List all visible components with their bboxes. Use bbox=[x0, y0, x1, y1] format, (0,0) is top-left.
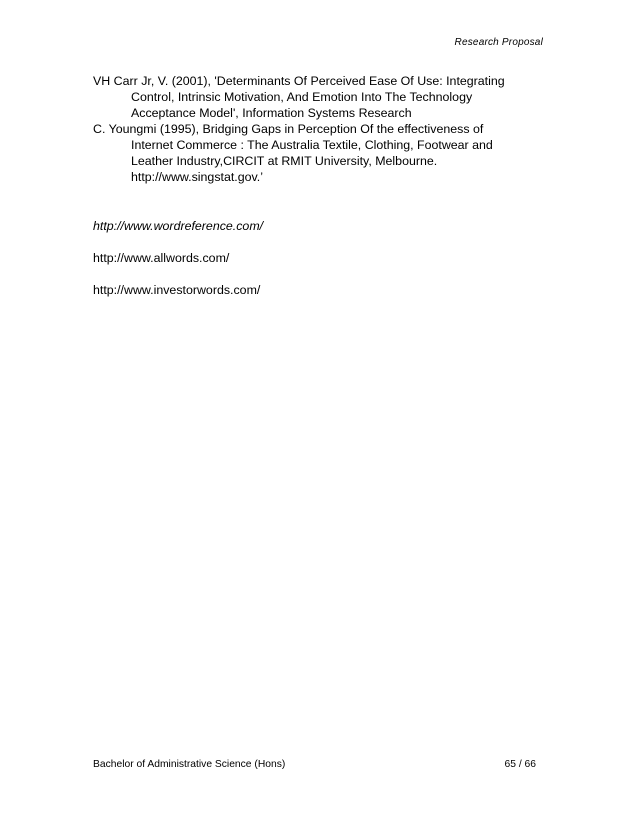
reference-line: C. Youngmi (1995), Bridging Gaps in Perception Of the effectiveness of bbox=[93, 122, 484, 136]
url-wordreference: http://www.wordreference.com/ bbox=[93, 219, 264, 233]
references-section bbox=[93, 73, 553, 298]
reference-line: Leather Industry,CIRCIT at RMIT University, Melbourne. bbox=[131, 154, 438, 168]
url-allwords: http://www.allwords.com/ bbox=[93, 251, 230, 265]
reference-entry-youngmi bbox=[93, 121, 553, 185]
page-footer bbox=[93, 759, 536, 770]
url-investorwords: http://www.investorwords.com/ bbox=[93, 283, 261, 297]
spacer bbox=[93, 202, 553, 218]
spacer bbox=[93, 234, 553, 250]
running-header: Research Proposal bbox=[454, 37, 543, 48]
reference-line: Acceptance Model', Information Systems Research bbox=[131, 106, 412, 120]
reference-line: VH Carr Jr, V. (2001), 'Determinants Of Perceived Ease Of Use: Integrating bbox=[93, 74, 505, 88]
page-number: 65 / 66 bbox=[504, 759, 536, 770]
footer-degree: Bachelor of Administrative Science (Hons) bbox=[93, 759, 286, 770]
reference-line: http://www.singstat.gov.’ bbox=[131, 170, 263, 184]
reference-line: Internet Commerce : The Australia Textile, Clothing, Footwear and bbox=[131, 138, 493, 152]
reference-entry-carr bbox=[93, 73, 553, 121]
spacer bbox=[93, 266, 553, 282]
spacer bbox=[93, 185, 553, 202]
reference-line: Control, Intrinsic Motivation, And Emotion Into The Technology bbox=[131, 90, 473, 104]
